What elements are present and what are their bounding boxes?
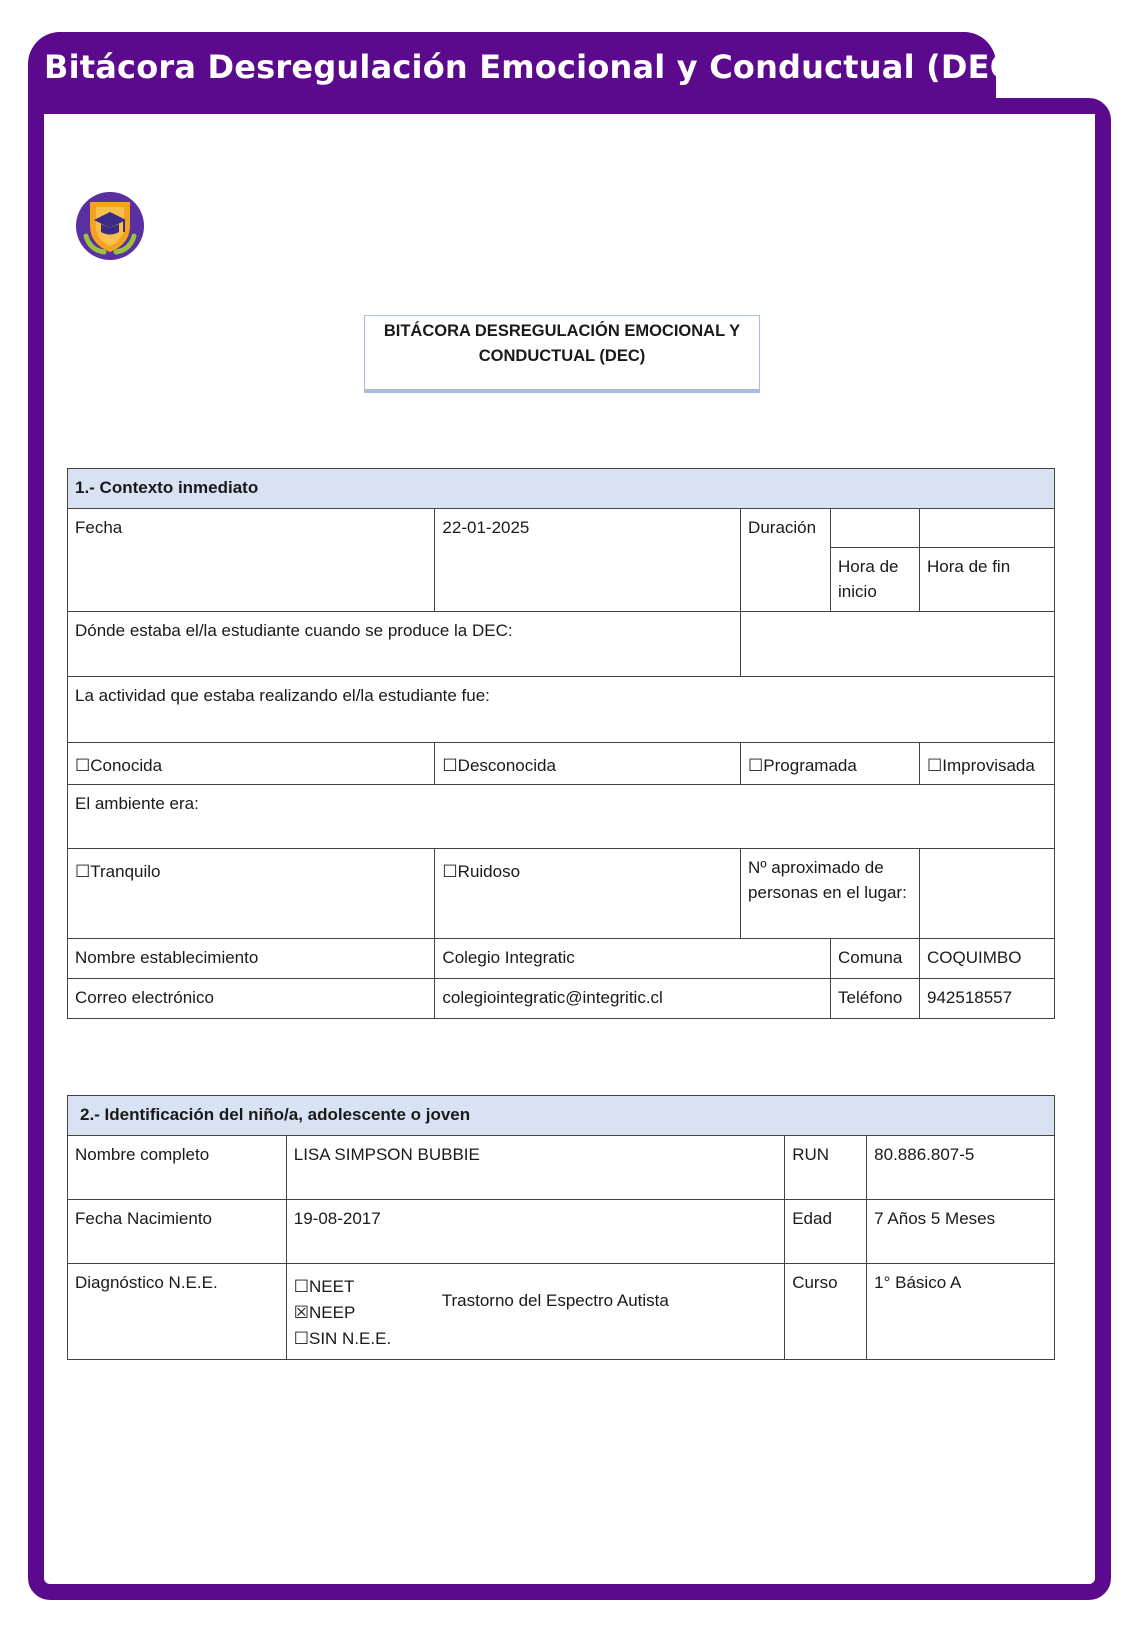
donde-label: Dónde estaba el/la estudiante cuando se produce la DEC: [68, 612, 741, 677]
checkbox-tranquilo[interactable]: ☐Tranquilo [68, 849, 435, 939]
checkbox-conocida[interactable]: ☐Conocida [68, 743, 435, 785]
establecimiento-value[interactable]: Colegio Integratic [435, 939, 831, 979]
curso-value[interactable]: 1° Básico A [867, 1264, 1055, 1360]
ambiente-label: El ambiente era: [68, 785, 1055, 849]
curso-label: Curso [785, 1264, 867, 1360]
identification-table [67, 1095, 1055, 1360]
run-label: RUN [785, 1136, 867, 1200]
diagnostico-cell [286, 1264, 784, 1360]
hora-fin-field[interactable] [920, 509, 1055, 548]
nombre-label: Nombre completo [68, 1136, 287, 1200]
document-title-box [364, 315, 760, 393]
nacimiento-label: Fecha Nacimiento [68, 1200, 287, 1264]
nacimiento-value[interactable]: 19-08-2017 [286, 1200, 784, 1264]
checkbox-improvisada[interactable]: ☐Improvisada [920, 743, 1055, 785]
actividad-label: La actividad que estaba realizando el/la estudiante fue: [68, 677, 1055, 743]
donde-field[interactable] [741, 612, 1055, 677]
document-title-line-1: BITÁCORA DESREGULACIÓN EMOCIONAL Y [383, 322, 741, 340]
diagnostico-value[interactable]: Trastorno del Espectro Autista [441, 1291, 669, 1310]
correo-label: Correo electrónico [68, 979, 435, 1019]
establecimiento-label: Nombre establecimiento [68, 939, 435, 979]
nombre-value[interactable]: LISA SIMPSON BUBBIE [286, 1136, 784, 1200]
hora-inicio-field[interactable] [831, 509, 920, 548]
diagnostico-label: Diagnóstico N.E.E. [68, 1264, 287, 1360]
fecha-value[interactable]: 22-01-2025 [435, 509, 741, 612]
comuna-label: Comuna [831, 939, 920, 979]
personas-label: Nº aproximado de personas en el lugar: [741, 849, 920, 939]
correo-value[interactable]: colegiointegratic@integritic.cl [435, 979, 831, 1019]
page-header-title: Bitácora Desregulación Emocional y Conductual (DEC) [44, 48, 1029, 86]
run-value[interactable]: 80.886.807-5 [867, 1136, 1055, 1200]
edad-value[interactable]: 7 Años 5 Meses [867, 1200, 1055, 1264]
checkbox-neep[interactable]: ☒NEEP [293, 1303, 356, 1322]
telefono-value[interactable]: 942518557 [920, 979, 1055, 1019]
section-1-heading: 1.- Contexto inmediato [68, 469, 1055, 509]
document-title-line-2: CONDUCTUAL (DEC) [478, 347, 646, 365]
checkbox-ruidoso[interactable]: ☐Ruidoso [435, 849, 741, 939]
context-table [67, 468, 1055, 1019]
school-shield-logo-icon [74, 190, 146, 262]
fecha-label: Fecha [68, 509, 435, 612]
edad-label: Edad [785, 1200, 867, 1264]
telefono-label: Teléfono [831, 979, 920, 1019]
checkbox-desconocida[interactable]: ☐Desconocida [435, 743, 741, 785]
comuna-value[interactable]: COQUIMBO [920, 939, 1055, 979]
checkbox-programada[interactable]: ☐Programada [741, 743, 920, 785]
checkbox-neet[interactable]: ☐NEET [293, 1277, 355, 1296]
duracion-label: Duración [741, 509, 831, 612]
checkbox-sin-nee[interactable]: ☐SIN N.E.E. [293, 1329, 392, 1348]
personas-field[interactable] [920, 849, 1055, 939]
section-2-heading: 2.- Identificación del niño/a, adolescente o joven [68, 1096, 1055, 1136]
hora-inicio-label: Hora de inicio [831, 548, 920, 612]
hora-fin-label: Hora de fin [920, 548, 1055, 612]
